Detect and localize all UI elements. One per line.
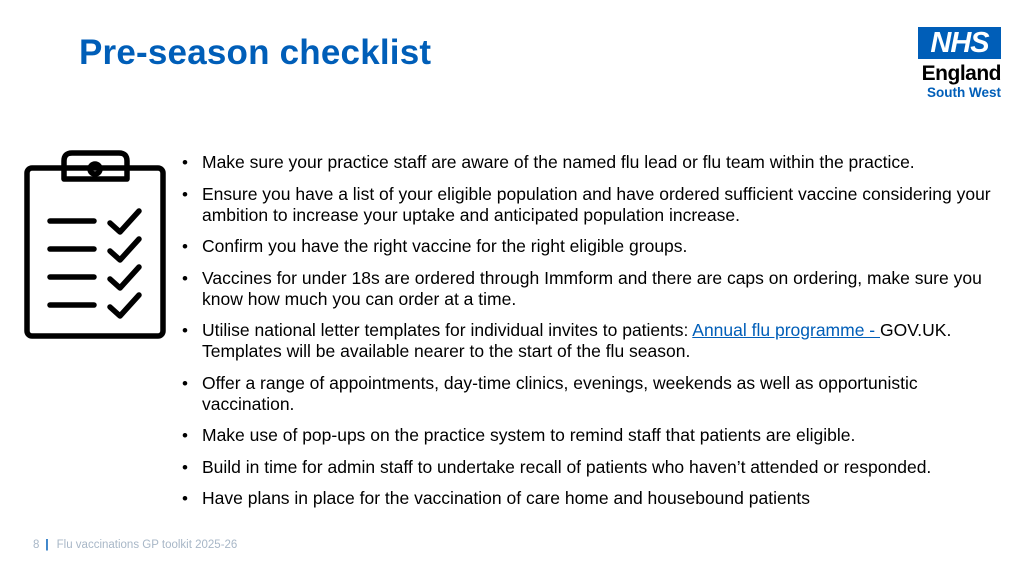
bullet-icon: •: [182, 457, 188, 477]
logo-subregion: South West: [927, 85, 1001, 100]
page-number: 8: [33, 539, 40, 551]
bullet-icon: •: [182, 426, 188, 445]
list-item: [180, 152, 1010, 173]
list-item-text: Vaccines for under 18s are ordered through Immform and there are caps on ordering, make sure you know how much you can order at a time.: [202, 267, 982, 309]
bullet-icon: •: [182, 373, 188, 393]
clipboard-checklist-icon: [24, 149, 166, 341]
list-item: [180, 425, 1010, 446]
list-item-text: Ensure you have a list of your eligible population and have ordered sufficient vaccine considering your ambition to increase your uptake and anticipated population increase.: [202, 183, 991, 225]
page-title: Pre-season checklist: [79, 33, 432, 72]
list-item: [180, 268, 1010, 310]
list-item-text: Make use of pop-ups on the practice system to remind staff that patients are eligible.: [202, 425, 856, 445]
list-item: [180, 320, 1010, 362]
bullet-icon: •: [182, 489, 188, 508]
nhs-logo-mark: NHS: [918, 27, 1001, 59]
list-item-text: Have plans in place for the vaccination of care home and housebound patients: [202, 488, 811, 508]
bullet-icon: •: [182, 237, 188, 256]
list-item: [180, 457, 1010, 478]
list-item-text: Utilise national letter templates for individual invites to patients:: [202, 320, 693, 340]
list-item-text: Offer a range of appointments, day-time clinics, evenings, weekends as well as opportunistic vaccination.: [202, 372, 918, 414]
list-item-text: GOV.UK. Templates will be available nearer to the start of the flu season.: [202, 320, 952, 361]
footer-document-title: Flu vaccinations GP toolkit 2025-26: [56, 539, 238, 551]
list-item: [180, 184, 1010, 226]
list-item-text: Confirm you have the right vaccine for the right eligible groups.: [202, 236, 688, 256]
bullet-icon: •: [182, 184, 188, 204]
list-item-text: Make sure your practice staff are aware of the named flu lead or flu team within the practice.: [202, 152, 915, 172]
footer-separator: |: [45, 539, 49, 551]
list-item: [180, 236, 1010, 257]
list-item-text: Build in time for admin staff to undertake recall of patients who haven’t attended or responded.: [202, 456, 932, 477]
footer: [33, 539, 237, 551]
bullet-icon: •: [182, 268, 188, 288]
bullet-icon: •: [182, 153, 188, 172]
logo-region: England: [921, 62, 1001, 85]
list-item: [180, 373, 1010, 415]
list-item: [180, 488, 1010, 509]
bullet-icon: •: [182, 321, 188, 340]
nhs-england-logo: [913, 27, 1001, 101]
annual-flu-programme-link[interactable]: Annual flu programme -: [692, 320, 880, 340]
checklist: [180, 152, 1010, 520]
